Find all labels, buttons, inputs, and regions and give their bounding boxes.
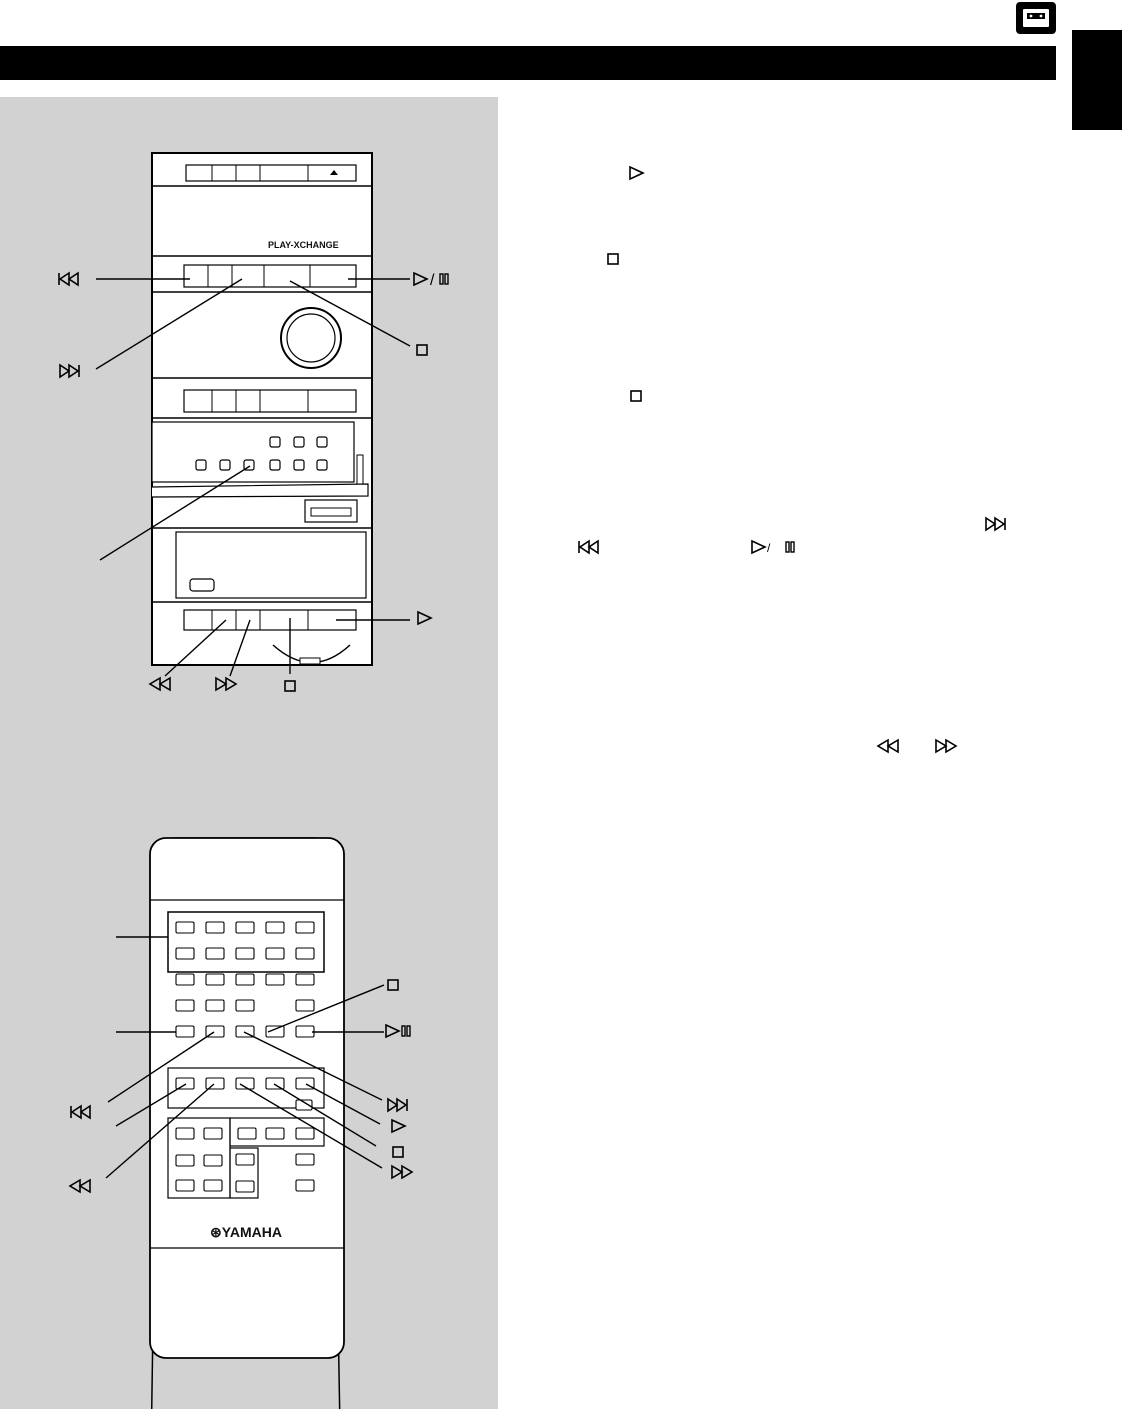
remote-brand-logo: ⊛YAMAHA [210,1224,282,1240]
cd-logo: PLAY-XCHANGE [268,240,339,250]
remote-control [148,838,344,1409]
svg-text:/: / [767,541,771,555]
svg-text:/: / [430,272,435,289]
stereo-system [152,153,372,665]
